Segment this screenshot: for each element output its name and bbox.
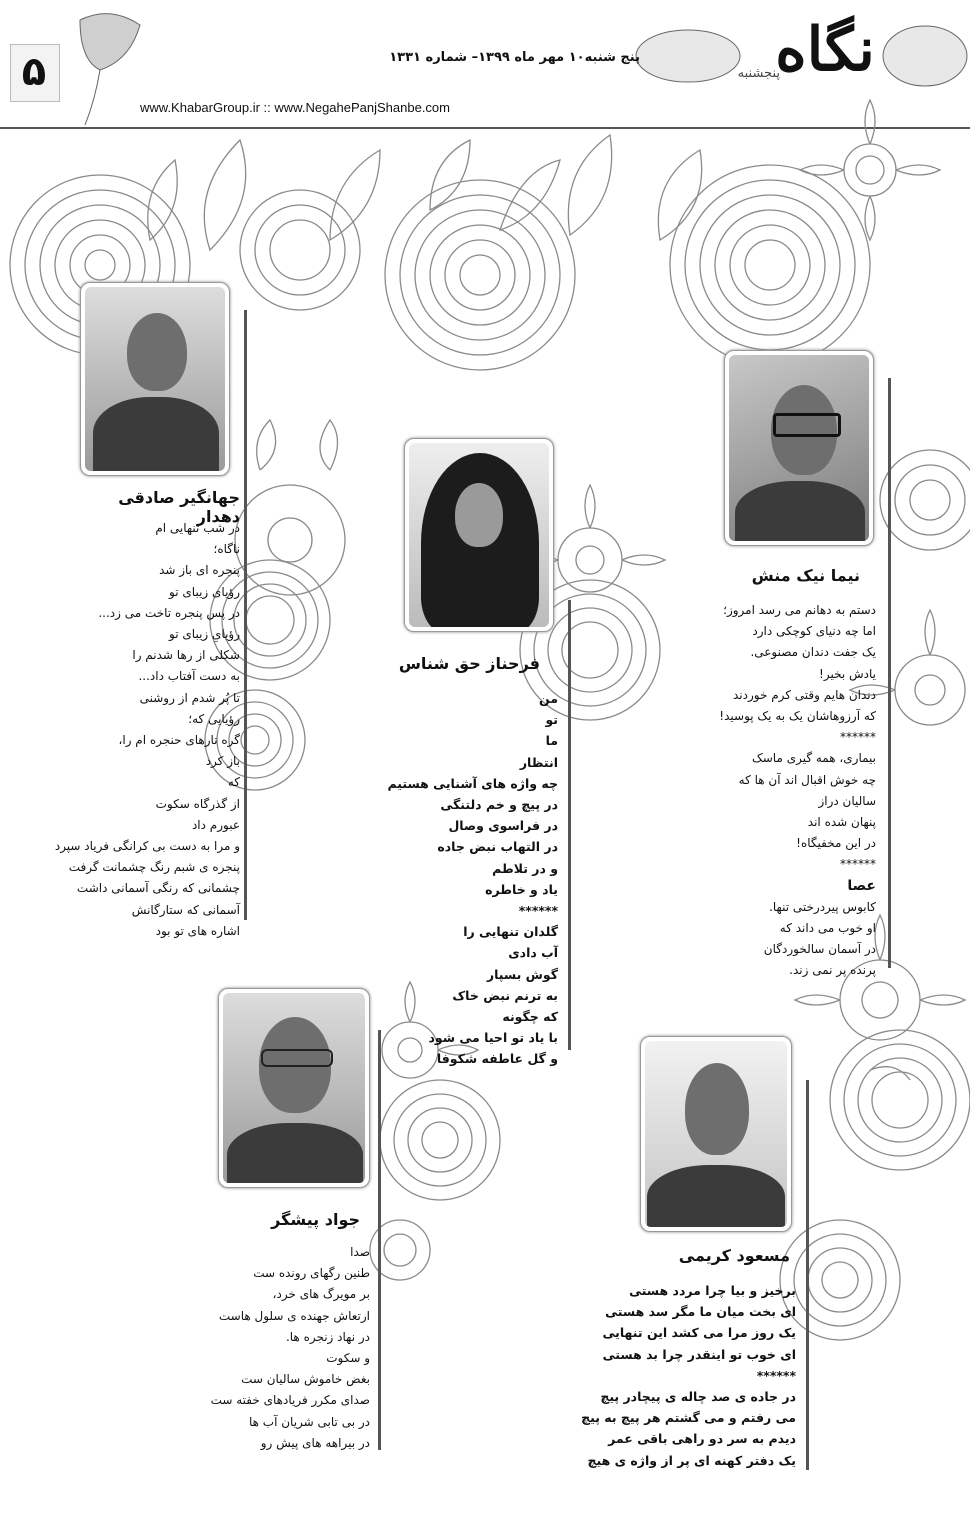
poem-line: چشمانی که رنگی آسمانی داشت: [76, 881, 240, 896]
poem-line: رؤیایِ زیبای تو: [169, 627, 240, 642]
poem-line: و در تلاطم: [492, 860, 558, 876]
poem-line: پنجره ی شبم رنگ چشمانت گرفت: [68, 860, 240, 875]
poem-line: رؤیای زیبای تو: [169, 584, 240, 599]
poem-line: یک روز مرا می کشد این تنهایی: [602, 1325, 796, 1341]
poem-line: آسمانی که ستارگانش: [131, 902, 240, 917]
portrait-head: [127, 313, 187, 391]
website-links[interactable]: www.KhabarGroup.ir :: www.NegahePanjShanbe.com: [140, 100, 450, 115]
poet-2-photo: [404, 438, 554, 632]
poem-line: در بی تابی شریان آب ها: [249, 1414, 370, 1429]
poem-line: چه خوش اقبال اند آن ها که: [738, 772, 876, 787]
poem-line: تو: [545, 712, 558, 728]
poem-line: صدا: [350, 1245, 370, 1259]
poem-line: انتظار: [519, 754, 558, 770]
poet-3-poem: [640, 600, 876, 982]
poet-5-name: مسعود کریمی: [678, 1246, 790, 1265]
poem-line: پنهان شده اند: [807, 815, 876, 830]
column-divider: [806, 1080, 809, 1470]
poem-line: و گل عاطفه شکوفا: [436, 1051, 558, 1067]
poem-line: بغض خاموش سالیان ست: [241, 1372, 370, 1387]
poet-3-name: نیما نیک منش: [751, 566, 860, 585]
column-divider: [888, 378, 891, 968]
poem-line: اشاره های تو بود: [155, 923, 240, 938]
poem-line: و سکوت: [326, 1351, 370, 1366]
column-divider: [244, 310, 247, 920]
poem-line: ******: [840, 730, 876, 745]
poem-line: او خوب می داند که: [779, 921, 876, 936]
poem-subtitle: عصا: [847, 877, 876, 894]
poem-line: پرنده پر نمی زند.: [789, 963, 876, 978]
poem-line: بیماری، همه گیری ماسک: [752, 751, 876, 766]
poem-line: سالیان دراز: [818, 793, 876, 808]
poem-line: گلدان تنهایی را: [463, 924, 558, 940]
portrait-body: [735, 481, 865, 541]
portrait-head: [685, 1063, 749, 1155]
poem-line: یک دفتر کهنه ای پر از واژه ی هیچ: [587, 1452, 796, 1468]
poem-line: به دست آفتاب داد...: [138, 669, 240, 684]
poet-4-poem: [140, 1242, 370, 1454]
poem-line: باز کرد: [205, 754, 240, 769]
poem-line: و مرا به دست بی کرانگی فریاد سپرد: [54, 839, 240, 854]
poem-line: شکلی از رها شدنم را: [132, 648, 240, 663]
page-number: ۵: [21, 49, 47, 95]
newspaper-logo: نگاه: [775, 15, 875, 85]
poem-line: در شب تنهایی ام: [155, 521, 240, 535]
poem-line: از گذرگاه سکوت: [155, 796, 240, 811]
glasses: [773, 413, 841, 437]
poem-line: به ترنم نبض خاک: [452, 987, 558, 1003]
poem-line: در نهاد زنجره ها.: [285, 1329, 370, 1344]
poem-line: اما چه دنیای کوچکی دارد: [752, 624, 876, 639]
poem-line: ******: [756, 1367, 796, 1383]
poet-1-name: جهانگیر صادقی دهدار: [118, 488, 240, 526]
poem-line: یک جفت دندان مصنوعی.: [750, 645, 876, 660]
poem-line: گره تارهای حنجره ام را،: [118, 733, 240, 748]
poem-line: یاد و خاطره: [485, 881, 558, 897]
portrait-body: [647, 1165, 785, 1227]
poem-line: می رفتم و می گشتم هر پیچ به پیچ: [581, 1410, 796, 1426]
portrait-face: [455, 483, 503, 547]
portrait-body: [227, 1123, 363, 1183]
poem-line: بر مویرگ های خرد،: [272, 1287, 370, 1302]
poem-line: در بیراهه های پیش رو: [260, 1435, 370, 1450]
poem-line: در فراسوی وصال: [448, 818, 558, 834]
newspaper-logo-subtitle: پنجشنبه: [737, 66, 780, 81]
poem-line: ارتعاش جهنده ی سلول هاست: [218, 1308, 370, 1323]
poem-line: که چگونه: [502, 1009, 558, 1025]
portrait-body: [93, 397, 219, 471]
poem-line: عبورم داد: [191, 817, 240, 832]
poem-line: دندان هایم وقتی کرم خوردند: [732, 687, 876, 702]
poet-4-name: جواد پیشگر: [271, 1210, 360, 1229]
column-divider: [568, 600, 571, 1050]
poem-line: صدای مکرر فریادهای خفته ست: [210, 1393, 370, 1408]
poem-line: در التهاب نبض جاده: [437, 839, 558, 855]
poem-line: گوش بسپار: [486, 966, 558, 982]
column-divider: [378, 1030, 381, 1450]
poet-4-photo: [218, 988, 370, 1188]
poem-line: در جاده ی صد چاله ی پیچادر پیچ: [600, 1389, 796, 1405]
poem-line: پنجره ای باز شد: [159, 563, 240, 578]
poem-line: کابوس پیردرختی تنها.: [769, 899, 876, 914]
poem-line: آب دادی: [508, 945, 558, 961]
poem-line: دستم به دهانم می رسد امروز؛: [723, 603, 876, 617]
glasses: [261, 1049, 333, 1067]
poem-line: در پیچ و خم دلتنگی: [440, 797, 558, 813]
poem-line: در آسمان سالخوردگان: [763, 942, 876, 957]
poem-line: که: [227, 775, 240, 790]
poet-1-photo: [80, 282, 230, 476]
poem-line: تا پُر شدم از روشنی: [139, 690, 240, 705]
poem-line: در پس پنجره تاخت می زد...: [98, 605, 240, 620]
poem-line: ای خوب تو اینقدر چرا بد هستی: [602, 1346, 796, 1362]
poem-line: با یاد تو احیا می شود: [428, 1030, 558, 1046]
poem-line: ای بخت میان ما مگر سد هستی: [605, 1304, 796, 1320]
poem-line: دیدم به سر دو راهی باقی عمر: [608, 1431, 796, 1447]
poem-line: که آرزوهاشان یک به یک پوسید!: [719, 709, 876, 724]
poem-line: ******: [518, 903, 558, 919]
poem-line: در این مخفیگاه!: [796, 836, 876, 851]
poet-3-photo: [724, 350, 874, 546]
poet-5-poem: [560, 1280, 796, 1471]
poem-line: من: [539, 691, 558, 706]
poem-line: چه واژه های آشنایی هستیم: [387, 775, 558, 791]
poem-line: برخیز و بیا چرا مردد هستی: [629, 1283, 796, 1298]
poem-line: یادش بخیر!: [819, 666, 876, 681]
poem-line: رؤیایی که؛: [188, 711, 240, 726]
poem-line: ما: [545, 733, 558, 749]
poet-1-poem: [20, 518, 240, 942]
poet-5-photo: [640, 1036, 792, 1232]
poem-line: ******: [840, 857, 876, 872]
poem-line: ناگاه؛: [213, 542, 240, 557]
poet-2-name: فرحناز حق شناس: [398, 654, 540, 673]
issue-date: پنج شنبه۱۰ مهر ماه ۱۳۹۹– شماره ۱۳۳۱: [389, 50, 640, 65]
poem-line: طنین رگهای رونده ست: [253, 1266, 370, 1281]
